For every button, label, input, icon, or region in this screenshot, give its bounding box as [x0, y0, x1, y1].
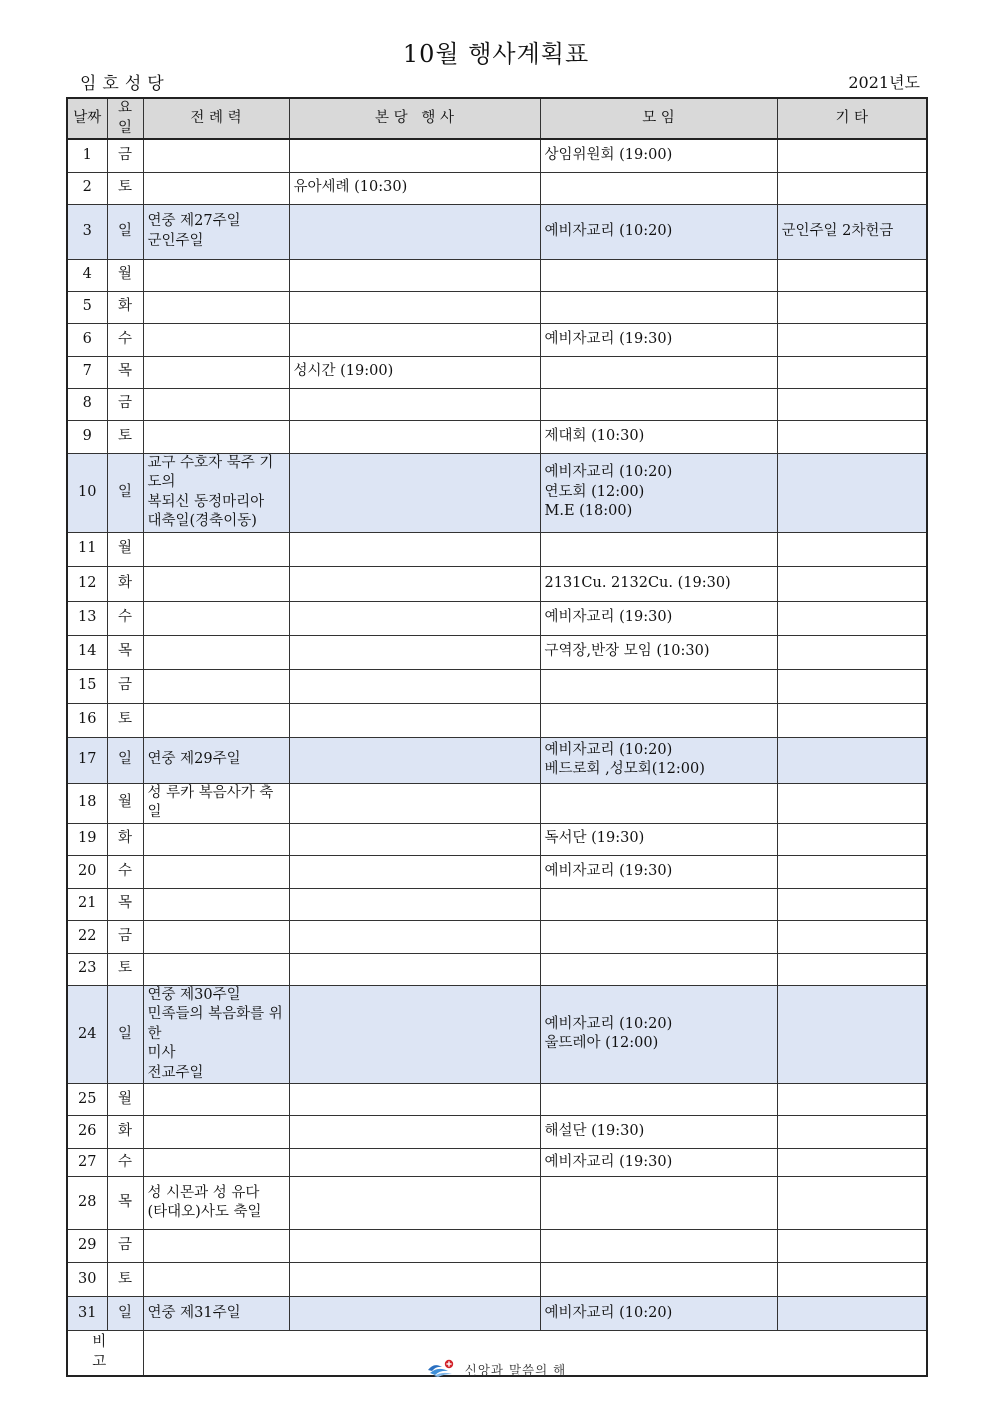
schedule-row [67, 823, 927, 855]
day-cell: 28 [67, 1177, 107, 1230]
parish-event-cell [289, 1230, 540, 1263]
weekday-cell: 화 [107, 291, 143, 323]
schedule-row [67, 737, 927, 783]
parish-event-cell [289, 388, 540, 420]
weekday-cell: 수 [107, 1149, 143, 1177]
weekday-cell: 금 [107, 139, 143, 172]
liturgy-cell-line: 대축일(경축이동) [147, 513, 257, 529]
meeting-cell [540, 532, 777, 566]
parish-event-cell [289, 920, 540, 953]
other-cell [777, 1084, 927, 1116]
parish-event-cell [289, 1084, 540, 1116]
parish-event-cell [289, 1297, 540, 1331]
other-cell [777, 703, 927, 737]
day-cell: 25 [67, 1084, 107, 1116]
schedule-row [67, 783, 927, 823]
meeting-cell [540, 1263, 777, 1297]
meeting-cell [540, 985, 777, 1084]
liturgy-cell [143, 259, 289, 291]
liturgy-cell [143, 635, 289, 669]
liturgy-cell [143, 291, 289, 323]
liturgy-cell-line: 연중 제29주일 [147, 751, 241, 768]
meeting-cell [540, 635, 777, 669]
liturgy-cell [143, 356, 289, 388]
weekday-cell: 월 [107, 259, 143, 291]
day-cell: 6 [67, 323, 107, 356]
day-cell: 14 [67, 635, 107, 669]
meeting-cell-line: 연도회 (12:00) [544, 483, 645, 500]
parish-event-cell [289, 855, 540, 888]
remarks-label: 비 고 [67, 1331, 143, 1376]
parish-event-cell [289, 985, 540, 1084]
parish-event-cell [289, 323, 540, 356]
parish-event-cell [289, 1116, 540, 1149]
parish-event-cell [289, 823, 540, 855]
meeting-cell [540, 172, 777, 204]
other-cell [777, 635, 927, 669]
footer [0, 1358, 992, 1381]
other-cell [777, 453, 927, 532]
liturgy-cell-line: 연중 제31주일 [147, 1304, 241, 1321]
weekday-cell: 금 [107, 920, 143, 953]
col-header-liturgy: 전 례 력 [143, 98, 289, 139]
day-cell: 10 [67, 453, 107, 532]
weekday-cell: 일 [107, 453, 143, 532]
other-cell [777, 783, 927, 823]
liturgy-cell-line: 성 시몬과 성 유다 [147, 1184, 260, 1201]
meeting-cell [540, 737, 777, 783]
day-cell: 20 [67, 855, 107, 888]
other-cell [777, 388, 927, 420]
other-cell [777, 532, 927, 566]
parish-event-cell [289, 737, 540, 783]
parish-event-cell [289, 1263, 540, 1297]
other-cell [777, 1149, 927, 1177]
schedule-row [67, 703, 927, 737]
day-cell: 7 [67, 356, 107, 388]
parish-event-cell [289, 204, 540, 259]
liturgy-cell [143, 985, 289, 1084]
liturgy-cell [143, 323, 289, 356]
day-cell: 13 [67, 601, 107, 635]
other-cell [777, 356, 927, 388]
day-cell: 19 [67, 823, 107, 855]
schedule-row [67, 566, 927, 601]
day-cell: 26 [67, 1116, 107, 1149]
liturgy-cell [143, 737, 289, 783]
other-cell [777, 823, 927, 855]
schedule-row [67, 601, 927, 635]
page-title: 10월 행사계획표 [402, 40, 590, 68]
parish-event-cell [289, 783, 540, 823]
meeting-cell-line: 해설단 (19:30) [544, 1123, 645, 1140]
other-cell [777, 566, 927, 601]
meeting-cell-line: 예비자교리 (10:20) [544, 741, 673, 758]
parish-event-cell [289, 532, 540, 566]
meeting-cell-line: 예비자교리 (19:30) [544, 330, 673, 347]
weekday-cell: 토 [107, 1263, 143, 1297]
weekday-cell: 토 [107, 172, 143, 204]
other-cell [777, 420, 927, 453]
schedule-row [67, 172, 927, 204]
liturgy-cell [143, 953, 289, 985]
meeting-cell-line: 예비자교리 (19:30) [544, 1153, 673, 1170]
day-cell: 16 [67, 703, 107, 737]
schedule-row [67, 291, 927, 323]
weekday-cell: 토 [107, 953, 143, 985]
weekday-cell: 금 [107, 669, 143, 703]
other-cell [777, 601, 927, 635]
meeting-cell [540, 453, 777, 532]
meeting-cell [540, 259, 777, 291]
meeting-cell [540, 420, 777, 453]
weekday-cell: 토 [107, 703, 143, 737]
weekday-cell: 수 [107, 323, 143, 356]
meeting-cell [540, 388, 777, 420]
parish-event-cell [289, 291, 540, 323]
meeting-cell-line: M.E (18:00) [544, 503, 633, 520]
meeting-cell-line: 상임위원회 (19:00) [544, 147, 673, 163]
weekday-cell: 화 [107, 1116, 143, 1149]
schedule-row [67, 388, 927, 420]
other-cell [777, 1177, 927, 1230]
meeting-cell [540, 1116, 777, 1149]
other-cell [777, 953, 927, 985]
day-cell: 27 [67, 1149, 107, 1177]
weekday-cell: 화 [107, 566, 143, 601]
schedule-row [67, 635, 927, 669]
other-cell-line: 군인주일 2차헌금 [781, 222, 894, 239]
day-cell: 22 [67, 920, 107, 953]
col-header-weekday: 요일 [107, 98, 143, 139]
parish-event-cell [289, 953, 540, 985]
day-cell: 8 [67, 388, 107, 420]
parish-event-cell [289, 356, 540, 388]
other-cell [777, 323, 927, 356]
weekday-cell: 금 [107, 1230, 143, 1263]
other-cell [777, 204, 927, 259]
other-cell [777, 172, 927, 204]
other-cell [777, 888, 927, 920]
meeting-cell [540, 601, 777, 635]
day-cell: 31 [67, 1297, 107, 1331]
schedule-row [67, 139, 927, 172]
col-header-day: 날짜 [67, 98, 107, 139]
weekday-cell: 일 [107, 204, 143, 259]
meeting-cell-line: 예비자교리 (10:20) [544, 222, 673, 239]
liturgy-cell-line: (타대오)사도 축일 [147, 1204, 262, 1220]
day-cell: 29 [67, 1230, 107, 1263]
meeting-cell [540, 888, 777, 920]
parish-event-cell [289, 703, 540, 737]
liturgy-cell-line: 미사 [147, 1045, 176, 1061]
liturgy-cell [143, 920, 289, 953]
other-cell [777, 737, 927, 783]
liturgy-cell [143, 453, 289, 532]
liturgy-cell-line: 민족들의 복음화를 위한 [147, 1006, 283, 1042]
meeting-cell [540, 323, 777, 356]
other-cell [777, 669, 927, 703]
other-cell [777, 259, 927, 291]
other-cell [777, 1116, 927, 1149]
weekday-cell: 수 [107, 601, 143, 635]
day-cell: 18 [67, 783, 107, 823]
meeting-cell-line: 예비자교리 (19:30) [544, 609, 673, 626]
parish-event-cell-line: 유아세례 (10:30) [293, 179, 408, 196]
parish-event-cell [289, 888, 540, 920]
schedule-row [67, 1177, 927, 1230]
parish-event-cell [289, 139, 540, 172]
weekday-cell: 수 [107, 855, 143, 888]
weekday-cell: 목 [107, 356, 143, 388]
liturgy-cell [143, 823, 289, 855]
schedule-row [67, 1230, 927, 1263]
day-cell: 23 [67, 953, 107, 985]
weekday-cell: 토 [107, 420, 143, 453]
meeting-cell [540, 953, 777, 985]
parish-event-cell [289, 566, 540, 601]
day-cell: 5 [67, 291, 107, 323]
weekday-cell: 일 [107, 1297, 143, 1331]
meeting-cell [540, 1297, 777, 1331]
meeting-cell [540, 703, 777, 737]
other-cell [777, 1263, 927, 1297]
meeting-cell [540, 855, 777, 888]
other-cell [777, 1230, 927, 1263]
schedule-row [67, 1084, 927, 1116]
liturgy-cell [143, 1084, 289, 1116]
schedule-row [67, 1116, 927, 1149]
meeting-cell-line: 예비자교리 (10:20) [544, 1304, 673, 1321]
meeting-cell-line: 울뜨레아 (12:00) [544, 1035, 659, 1052]
meeting-cell [540, 1149, 777, 1177]
schedule-row [67, 204, 927, 259]
weekday-cell: 목 [107, 888, 143, 920]
other-cell [777, 985, 927, 1084]
weekday-cell: 금 [107, 388, 143, 420]
col-header-meetings: 모 임 [540, 98, 777, 139]
weekday-cell: 월 [107, 783, 143, 823]
parish-event-cell [289, 453, 540, 532]
liturgy-cell [143, 420, 289, 453]
meeting-cell-line: 예비자교리 (19:30) [544, 862, 673, 879]
schedule-row [67, 532, 927, 566]
schedule-row [67, 259, 927, 291]
liturgy-cell [143, 669, 289, 703]
schedule-row [67, 1149, 927, 1177]
meeting-cell [540, 1177, 777, 1230]
liturgy-cell [143, 1297, 289, 1331]
parish-event-cell [289, 669, 540, 703]
liturgy-cell [143, 388, 289, 420]
meeting-cell [540, 823, 777, 855]
liturgy-cell [143, 783, 289, 823]
liturgy-cell [143, 703, 289, 737]
other-cell [777, 855, 927, 888]
liturgy-cell-line: 성 루카 복음사가 축일 [147, 784, 274, 820]
wave-cross-logo-icon [426, 1358, 456, 1381]
other-cell [777, 139, 927, 172]
weekday-cell: 일 [107, 985, 143, 1084]
liturgy-cell [143, 1230, 289, 1263]
liturgy-cell-line: 연중 제30주일 [147, 986, 241, 1003]
day-cell: 12 [67, 566, 107, 601]
liturgy-cell [143, 855, 289, 888]
schedule-row [67, 669, 927, 703]
liturgy-cell-line: 교구 수호자 묵주 기도의 [147, 454, 274, 490]
liturgy-cell-line: 군인주일 [147, 232, 204, 249]
meeting-cell [540, 566, 777, 601]
schedule-row [67, 953, 927, 985]
parish-event-cell [289, 635, 540, 669]
schedule-row [67, 420, 927, 453]
meeting-cell-line: 2131Cu. 2132Cu. (19:30) [544, 574, 731, 591]
schedule-table [66, 97, 928, 1377]
day-cell: 30 [67, 1263, 107, 1297]
liturgy-cell [143, 566, 289, 601]
schedule-body [67, 139, 927, 1331]
day-cell: 17 [67, 737, 107, 783]
meeting-cell [540, 356, 777, 388]
liturgy-cell [143, 888, 289, 920]
meeting-cell [540, 669, 777, 703]
meeting-cell [540, 1230, 777, 1263]
liturgy-cell [143, 1149, 289, 1177]
header-row [67, 98, 927, 139]
liturgy-cell [143, 1116, 289, 1149]
schedule-row [67, 888, 927, 920]
liturgy-cell [143, 172, 289, 204]
day-cell: 2 [67, 172, 107, 204]
meeting-cell [540, 204, 777, 259]
parish-event-cell [289, 1149, 540, 1177]
day-cell: 3 [67, 204, 107, 259]
schedule-row [67, 1263, 927, 1297]
day-cell: 15 [67, 669, 107, 703]
parish-event-cell [289, 259, 540, 291]
schedule-row [67, 985, 927, 1084]
liturgy-cell [143, 601, 289, 635]
meeting-cell-line: 제대회 (10:30) [544, 427, 645, 444]
liturgy-cell [143, 532, 289, 566]
parish-event-cell-line: 성시간 (19:00) [293, 363, 394, 380]
liturgy-cell [143, 1263, 289, 1297]
schedule-row [67, 453, 927, 532]
col-header-parish-events: 본 당 행 사 [289, 98, 540, 139]
meeting-cell-line: 구역장,반장 모임 (10:30) [544, 643, 710, 660]
schedule-row [67, 323, 927, 356]
weekday-cell: 화 [107, 823, 143, 855]
day-cell: 24 [67, 985, 107, 1084]
liturgy-cell [143, 139, 289, 172]
day-cell: 4 [67, 259, 107, 291]
meeting-cell-line: 예비자교리 (10:20) [544, 1015, 673, 1032]
parish-name: 임호성당 [80, 74, 170, 94]
weekday-cell: 목 [107, 635, 143, 669]
weekday-cell: 월 [107, 1084, 143, 1116]
weekday-cell: 월 [107, 532, 143, 566]
other-cell [777, 1297, 927, 1331]
day-cell: 1 [67, 139, 107, 172]
day-cell: 21 [67, 888, 107, 920]
meeting-cell [540, 920, 777, 953]
parish-event-cell [289, 601, 540, 635]
liturgy-cell-line: 전교주일 [147, 1064, 204, 1081]
other-cell [777, 920, 927, 953]
parish-event-cell [289, 1177, 540, 1230]
day-cell: 11 [67, 532, 107, 566]
footer-text: 신앙과 말씀의 해 [464, 1362, 567, 1378]
liturgy-cell [143, 204, 289, 259]
schedule-row [67, 920, 927, 953]
meeting-cell-line: 독서단 (19:30) [544, 830, 645, 847]
weekday-cell: 일 [107, 737, 143, 783]
liturgy-cell [143, 1177, 289, 1230]
meeting-cell [540, 139, 777, 172]
meeting-cell [540, 1084, 777, 1116]
schedule-row [67, 356, 927, 388]
parish-event-cell [289, 172, 540, 204]
liturgy-cell-line: 연중 제27주일 [147, 213, 241, 229]
weekday-cell: 목 [107, 1177, 143, 1230]
meeting-cell-line: 예비자교리 (10:20) [544, 464, 673, 481]
meeting-cell-line: 베드로회 ,성모회(12:00) [544, 761, 705, 777]
year-label: 2021년도 [848, 73, 920, 92]
parish-event-cell [289, 420, 540, 453]
meeting-cell [540, 783, 777, 823]
liturgy-cell-line: 복되신 동정마리아 [147, 493, 265, 510]
other-cell [777, 291, 927, 323]
col-header-other: 기 타 [777, 98, 927, 139]
day-cell: 9 [67, 420, 107, 453]
meeting-cell [540, 291, 777, 323]
schedule-row [67, 855, 927, 888]
schedule-row [67, 1297, 927, 1331]
